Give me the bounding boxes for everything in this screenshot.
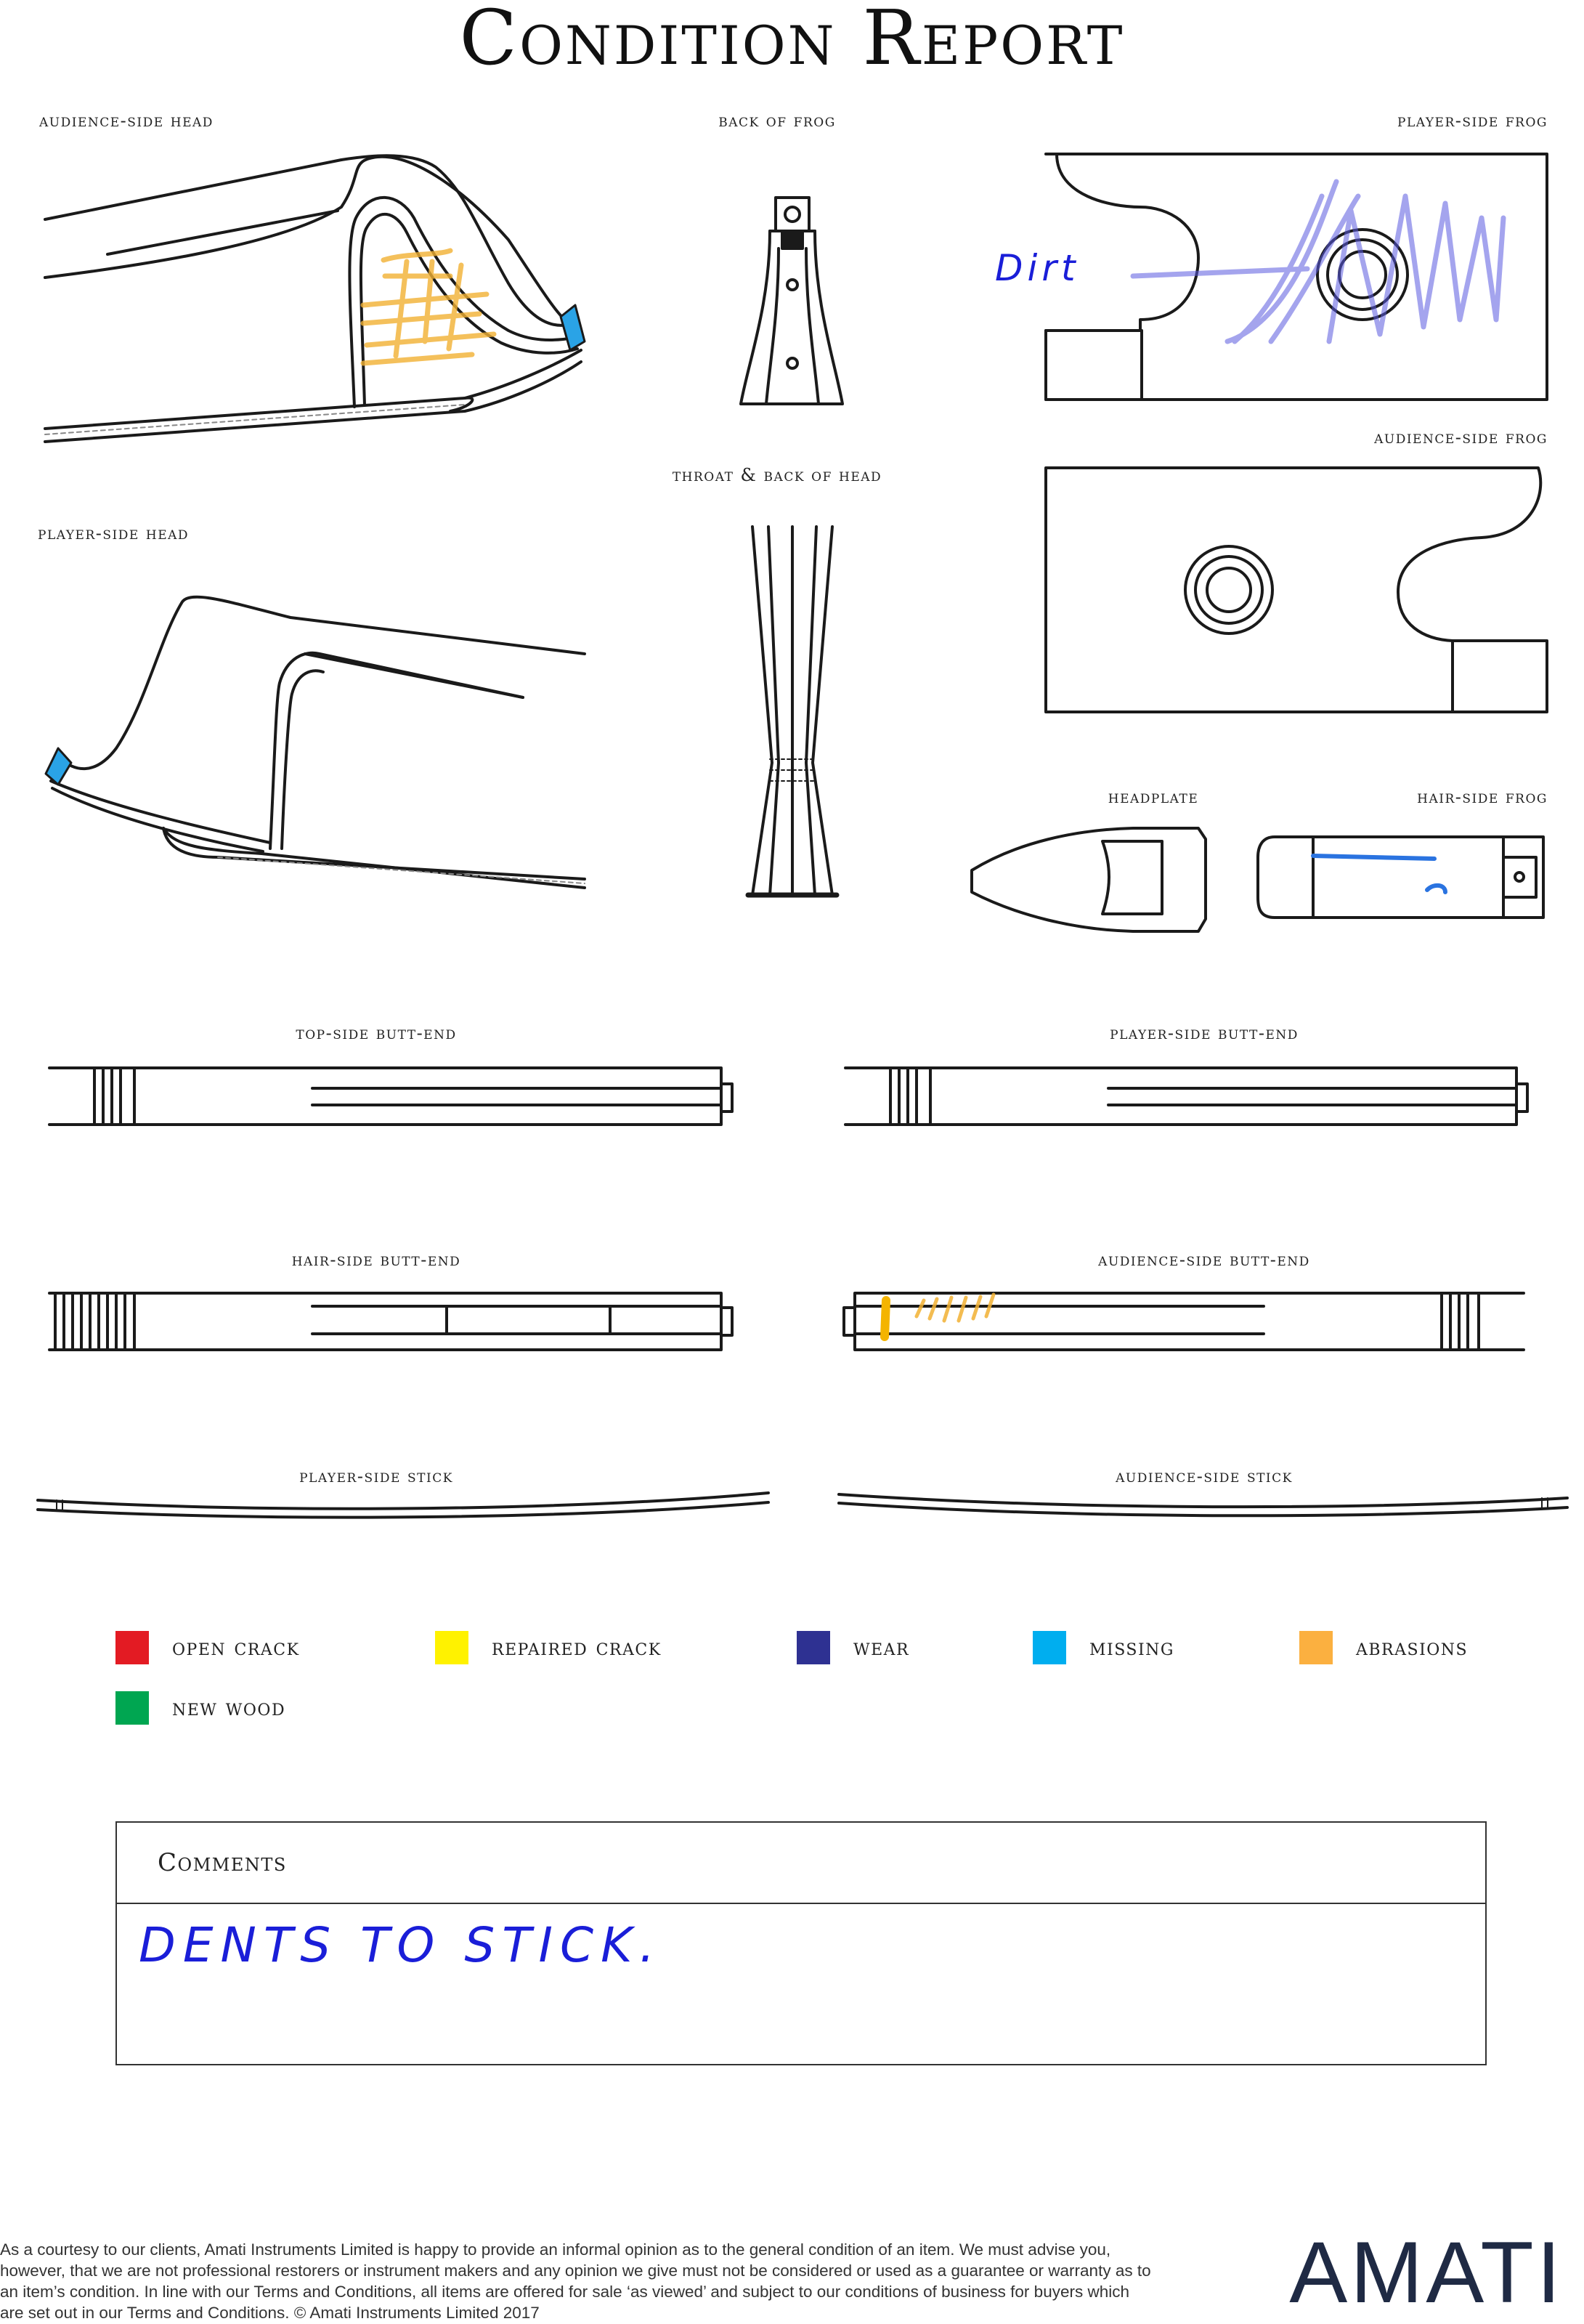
legend-item-repaired-crack bbox=[435, 1631, 662, 1664]
legend-item-new-wood bbox=[115, 1691, 285, 1725]
hair-side-frog-drawing bbox=[1258, 837, 1543, 918]
label-player-side-butt-end: player-side butt-end bbox=[1110, 1023, 1299, 1043]
label-audience-side-stick: audience-side stick bbox=[1116, 1466, 1293, 1486]
label-headplate: headplate bbox=[1108, 787, 1199, 807]
player-side-frog-wear-marks bbox=[1133, 182, 1503, 341]
legend-label: new wood bbox=[172, 1695, 286, 1721]
legend-item-wear bbox=[797, 1631, 909, 1664]
back-of-frog-drawing bbox=[741, 198, 842, 404]
legend-swatch-repaired-crack bbox=[435, 1631, 468, 1664]
legend-swatch-open-crack bbox=[115, 1631, 149, 1664]
label-top-side-butt-end: top-side butt-end bbox=[296, 1023, 457, 1043]
audience-side-head-tip-missing bbox=[561, 305, 585, 350]
brand-logo: AMATI bbox=[1289, 2224, 1564, 2321]
player-side-butt-end-drawing bbox=[845, 1068, 1527, 1125]
label-audience-side-frog: audience-side frog bbox=[1374, 427, 1548, 448]
audience-side-frog-drawing bbox=[1046, 468, 1547, 712]
label-player-side-frog: player-side frog bbox=[1397, 110, 1548, 131]
headplate-drawing bbox=[972, 828, 1206, 931]
label-back-of-frog: back of frog bbox=[718, 110, 836, 131]
label-audience-side-butt-end: audience-side butt-end bbox=[1098, 1250, 1310, 1270]
label-player-side-head: player-side head bbox=[38, 523, 190, 543]
legend-label: repaired crack bbox=[492, 1635, 662, 1661]
page-title: Condition Report bbox=[459, 0, 1125, 82]
player-side-stick-drawing bbox=[38, 1493, 768, 1518]
label-hair-side-butt-end: hair-side butt-end bbox=[291, 1250, 461, 1270]
audience-side-butt-end-drawing bbox=[844, 1293, 1524, 1350]
legend-label: wear bbox=[853, 1635, 910, 1661]
label-player-side-stick: player-side stick bbox=[299, 1466, 453, 1486]
audience-side-head-drawing bbox=[45, 155, 581, 442]
comments-text: DENTS TO STICK. bbox=[139, 1917, 662, 1973]
hair-side-frog-missing-marks bbox=[1313, 856, 1445, 892]
legend-item-missing bbox=[1033, 1631, 1174, 1664]
hair-side-butt-end-drawing bbox=[49, 1293, 732, 1350]
dirt-annotation: Dirt bbox=[995, 247, 1080, 289]
legend-item-abrasions bbox=[1299, 1631, 1468, 1664]
player-side-head-drawing bbox=[51, 597, 585, 888]
top-side-butt-end-drawing bbox=[49, 1068, 732, 1125]
legend-swatch-wear bbox=[797, 1631, 830, 1664]
legend-swatch-new-wood bbox=[115, 1691, 149, 1725]
comments-box bbox=[115, 1821, 1487, 2065]
legend-label: open crack bbox=[172, 1635, 300, 1661]
legend-swatch-abrasions bbox=[1299, 1631, 1333, 1664]
legend-swatch-missing bbox=[1033, 1631, 1066, 1664]
label-audience-side-head: audience-side head bbox=[39, 110, 214, 131]
audience-side-butt-end-repaired-crack bbox=[885, 1300, 886, 1337]
player-side-head-tip-missing bbox=[46, 748, 71, 785]
label-throat-back-of-head: throat & back of head bbox=[672, 465, 882, 485]
throat-back-of-head-drawing bbox=[748, 527, 837, 895]
comments-header: Comments bbox=[117, 1823, 1485, 1904]
audience-side-head-abrasions bbox=[363, 251, 494, 363]
legend-label: missing bbox=[1089, 1635, 1174, 1661]
legend-label: abrasions bbox=[1356, 1635, 1469, 1661]
label-hair-side-frog: hair-side frog bbox=[1417, 787, 1548, 807]
audience-side-stick-drawing bbox=[839, 1494, 1567, 1515]
legend-item-open-crack bbox=[115, 1631, 300, 1664]
disclaimer-text: As a courtesy to our clients, Amati Instruments Limited is happy to provide an informal opinion as to the general condition of an item. We must advise you, however, that we are not professional restorers or instrument makers and any opinion we give must not be considered or used as a guarantee or warranty as to an item’s condition. In line with our Terms and Conditions, all items are offered for sale ‘as viewed’ and subject to our conditions of business for buyers which are set out in our Terms and Conditions. © Amati Instruments Limited 2017 bbox=[0, 2240, 1151, 2322]
